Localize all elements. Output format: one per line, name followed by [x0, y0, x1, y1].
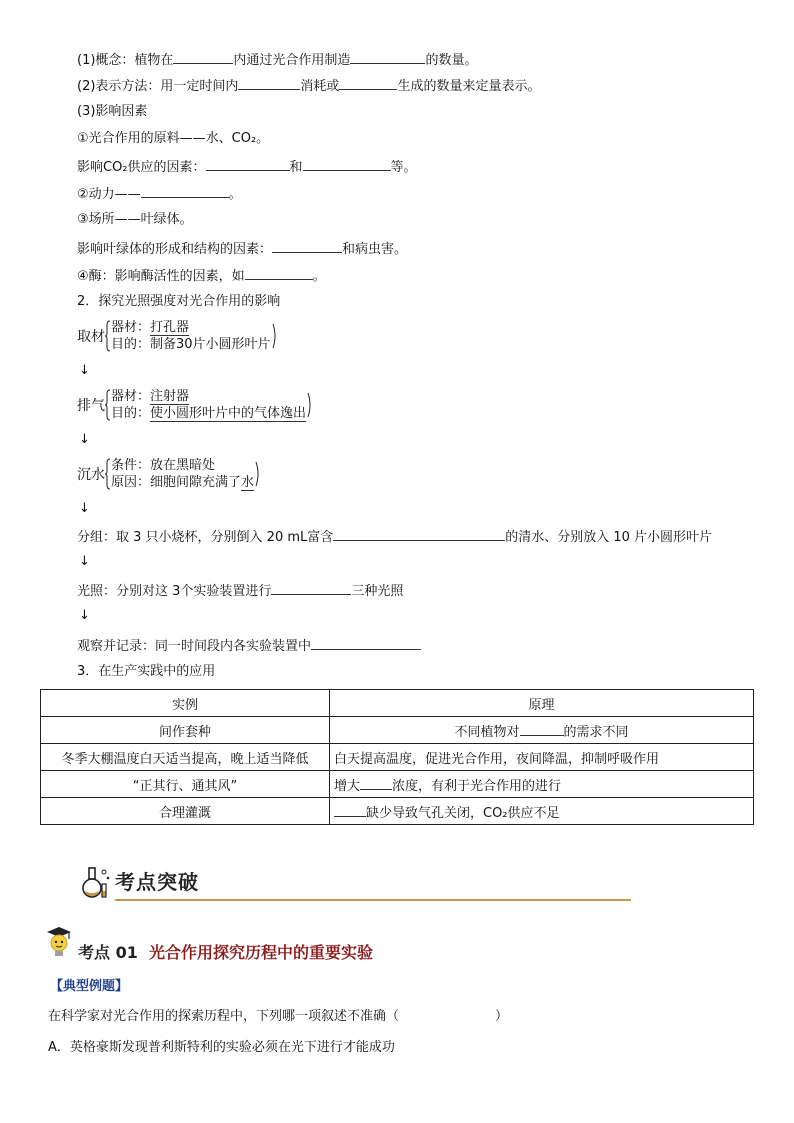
fill-blank[interactable]: [339, 76, 397, 90]
right-paren-icon: [255, 458, 261, 490]
table-header-cell: 实例: [41, 690, 330, 717]
fill-blank[interactable]: [272, 239, 342, 253]
section-banner-title: 考点突破: [115, 870, 199, 894]
right-paren-icon: [272, 320, 278, 352]
option-a[interactable]: A．英格豪斯发现普利斯特利的实验必须在光下进行才能成功: [48, 1040, 395, 1055]
right-paren-icon: [307, 389, 313, 421]
step-sampling: 取材 器材：打孔器 目的：制备30片小圆形叶片: [77, 319, 278, 353]
fill-blank[interactable]: [334, 803, 366, 817]
flow-arrow-icon: ↓: [79, 554, 90, 569]
flow-arrow-icon: ↓: [79, 608, 90, 623]
table-row: 合理灌溉 缺少导致气孔关闭，CO₂供应不足: [41, 798, 754, 825]
co2-factors-line: 影响CO₂供应的因素： 和 等。: [77, 157, 417, 177]
section-3-heading: 3．在生产实践中的应用: [77, 664, 216, 679]
step-illumination: 光照：分别对这 3个实验装置进行 三种光照: [77, 581, 403, 601]
concept-line: (1)概念：植物在 内通过光合作用制造 的数量。: [77, 50, 477, 70]
enzyme-line: ④酶：影响酶活性的因素，如 。: [77, 266, 326, 286]
fill-blank[interactable]: [271, 581, 351, 595]
step-grouping: 分组：取 3 只小烧杯，分别倒入 20 mL富含 的清水、分别放入 10 片小圆形叶片: [77, 527, 712, 547]
applications-table: [40, 689, 754, 825]
fill-blank[interactable]: [245, 266, 313, 280]
kaodian-heading: 考点 01 光合作用探究历程中的重要实验: [78, 943, 373, 962]
fill-blank[interactable]: [141, 184, 229, 198]
raw-material-line: ①光合作用的原料——水、CO₂。: [77, 131, 270, 146]
banner-divider: [115, 899, 631, 901]
table-row: 间作套种 不同植物对 的需求不同: [41, 717, 754, 744]
fill-blank[interactable]: [173, 50, 233, 64]
graduate-lightbulb-icon: [44, 924, 74, 958]
question-stem: 在科学家对光合作用的探索历程中，下列哪一项叙述不准确（ ）: [48, 1009, 509, 1024]
section-2-heading: 2．探究光照强度对光合作用的影响: [77, 294, 281, 309]
chloroplast-factors-line: 影响叶绿体的形成和结构的因素： 和病虫害。: [77, 239, 407, 259]
table-row: 冬季大棚温度白天适当提高，晚上适当降低 白天提高温度，促进光合作用，夜间降温，抑制呼吸作用: [41, 744, 754, 771]
fill-blank[interactable]: [238, 76, 300, 90]
power-line: ②动力—— 。: [77, 184, 242, 204]
step-degassing: 排气 器材：注射器 目的：使小圆形叶片中的气体逸出: [77, 388, 313, 422]
fill-blank[interactable]: [333, 527, 505, 541]
fill-blank[interactable]: [303, 157, 391, 171]
fill-blank[interactable]: [520, 722, 564, 736]
fill-blank[interactable]: [350, 50, 425, 64]
flow-arrow-icon: ↓: [79, 432, 90, 447]
flow-arrow-icon: ↓: [79, 501, 90, 516]
fill-blank[interactable]: [360, 776, 392, 790]
step-sinking: 沉水 条件：放在黑暗处 原因：细胞间隙充满了水: [77, 457, 261, 491]
table-header-cell: 原理: [330, 690, 754, 717]
factors-heading: (3)影响因素: [77, 104, 148, 119]
step-observe: 观察并记录：同一时间段内各实验装置中: [77, 636, 421, 656]
fill-blank[interactable]: [311, 636, 421, 650]
method-line: (2)表示方法：用一定时间内 消耗或 生成的数量来定量表示。: [77, 76, 540, 96]
fill-blank[interactable]: [206, 157, 290, 171]
site-line: ③场所——叶绿体。: [77, 212, 193, 227]
example-label: 【典型例题】: [50, 979, 129, 994]
flask-icon: [78, 864, 112, 900]
table-header-row: [41, 690, 754, 717]
table-row: “正其行、通其风” 增大 浓度，有利于光合作用的进行: [41, 771, 754, 798]
flow-arrow-icon: ↓: [79, 363, 90, 378]
